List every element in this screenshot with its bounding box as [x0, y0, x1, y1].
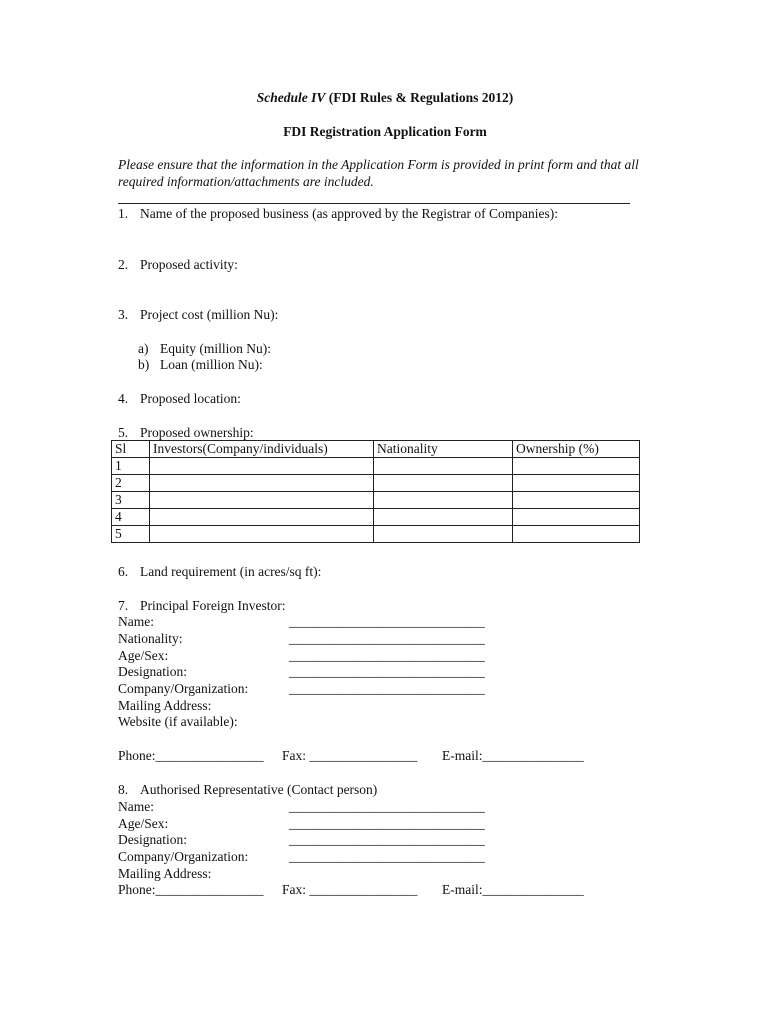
investor-nationality-label: Nationality:: [118, 631, 183, 646]
title-italic: Schedule IV: [256, 90, 326, 105]
investor-age-sex-label: Age/Sex:: [118, 648, 169, 663]
section-3: [118, 306, 278, 323]
row-number: 4: [112, 509, 150, 526]
investor-fax-field[interactable]: Fax: ________________: [282, 748, 418, 763]
investor-mailing-label: Mailing Address:: [118, 698, 212, 713]
rep-company-field[interactable]: _____________________________: [289, 849, 485, 864]
investor-phone-field[interactable]: Phone:________________: [118, 748, 264, 763]
section-1: [118, 205, 558, 222]
investor-age-sex-field[interactable]: _____________________________: [289, 648, 485, 663]
investor-company-field[interactable]: _____________________________: [289, 681, 485, 696]
rep-mailing-label: Mailing Address:: [118, 866, 212, 881]
header-investors: Investors(Company/individuals): [150, 441, 374, 458]
investor-cell[interactable]: [150, 458, 374, 475]
section-label: Project cost (million Nu):: [140, 307, 279, 322]
section-8: [118, 781, 377, 798]
section-3a: [138, 340, 271, 357]
section-label: Land requirement (in acres/sq ft):: [140, 564, 322, 579]
section-label: Authorised Representative (Contact person): [140, 782, 378, 797]
ownership-cell[interactable]: [513, 526, 640, 543]
rep-company-label: Company/Organization:: [118, 849, 249, 864]
section-label: Proposed location:: [140, 391, 241, 406]
section-3b: [138, 356, 263, 373]
investor-designation-label: Designation:: [118, 664, 187, 679]
section-label: Principal Foreign Investor:: [140, 598, 286, 613]
section-number: 8.: [118, 782, 129, 797]
sub-label: Equity (million Nu):: [160, 341, 271, 356]
investor-website-label: Website (if available):: [118, 714, 238, 729]
nationality-cell[interactable]: [374, 475, 513, 492]
section-number: 6.: [118, 564, 129, 579]
header-ownership: Ownership (%): [513, 441, 640, 458]
section-number: 5.: [118, 425, 129, 440]
table-row: [112, 475, 640, 492]
section-label: Proposed activity:: [140, 257, 238, 272]
section-number: 2.: [118, 257, 129, 272]
section-number: 3.: [118, 307, 129, 322]
title-rest: (FDI Rules & Regulations 2012): [325, 90, 514, 105]
rep-email-field[interactable]: E-mail:_______________: [442, 882, 584, 897]
investor-designation-field[interactable]: _____________________________: [289, 664, 485, 679]
row-number: 3: [112, 492, 150, 509]
table-header-row: [112, 441, 640, 458]
ownership-cell[interactable]: [513, 475, 640, 492]
investor-email-field[interactable]: E-mail:_______________: [442, 748, 584, 763]
section-7: [118, 597, 285, 614]
ownership-table: [111, 440, 640, 543]
sub-label: Loan (million Nu):: [160, 357, 263, 372]
ownership-cell[interactable]: [513, 509, 640, 526]
ownership-cell[interactable]: [513, 492, 640, 509]
sub-number: a): [138, 341, 149, 356]
section-2: [118, 256, 238, 273]
rep-name-field[interactable]: _____________________________: [289, 799, 485, 814]
section-number: 4.: [118, 391, 129, 406]
section-4: [118, 390, 241, 407]
investor-name-label: Name:: [118, 614, 154, 629]
header-nationality: Nationality: [374, 441, 513, 458]
rep-phone-field[interactable]: Phone:________________: [118, 882, 264, 897]
nationality-cell[interactable]: [374, 458, 513, 475]
table-row: [112, 509, 640, 526]
rep-name-label: Name:: [118, 799, 154, 814]
row-number: 2: [112, 475, 150, 492]
section-5: [118, 424, 254, 441]
investor-name-field[interactable]: _____________________________: [289, 614, 485, 629]
investor-cell[interactable]: [150, 492, 374, 509]
section-number: 7.: [118, 598, 129, 613]
intro-instructions: Please ensure that the information in the Application Form is provided in print form and that all required information/attachments are included.: [118, 157, 639, 189]
section-number: 1.: [118, 206, 129, 221]
ownership-cell[interactable]: [513, 458, 640, 475]
investor-company-label: Company/Organization:: [118, 681, 249, 696]
table-row: [112, 526, 640, 543]
header-sl: Sl: [112, 441, 150, 458]
section-label: Proposed ownership:: [140, 425, 254, 440]
row-number: 5: [112, 526, 150, 543]
investor-cell[interactable]: [150, 475, 374, 492]
investor-cell[interactable]: [150, 526, 374, 543]
sub-number: b): [138, 357, 150, 372]
rep-age-sex-field[interactable]: _____________________________: [289, 816, 485, 831]
section-6: [118, 563, 321, 580]
table-row: [112, 458, 640, 475]
rep-fax-field[interactable]: Fax: ________________: [282, 882, 418, 897]
form-subtitle: FDI Registration Application Form: [283, 124, 487, 139]
investor-nationality-field[interactable]: _____________________________: [289, 631, 485, 646]
investor-cell[interactable]: [150, 509, 374, 526]
row-number: 1: [112, 458, 150, 475]
nationality-cell[interactable]: [374, 492, 513, 509]
table-row: [112, 492, 640, 509]
rep-age-sex-label: Age/Sex:: [118, 816, 169, 831]
nationality-cell[interactable]: [374, 509, 513, 526]
page-title: [0, 89, 770, 106]
rep-designation-label: Designation:: [118, 832, 187, 847]
rep-designation-field[interactable]: _____________________________: [289, 832, 485, 847]
divider-line: [118, 203, 630, 204]
nationality-cell[interactable]: [374, 526, 513, 543]
section-label: Name of the proposed business (as approved by the Registrar of Companies):: [140, 206, 559, 221]
